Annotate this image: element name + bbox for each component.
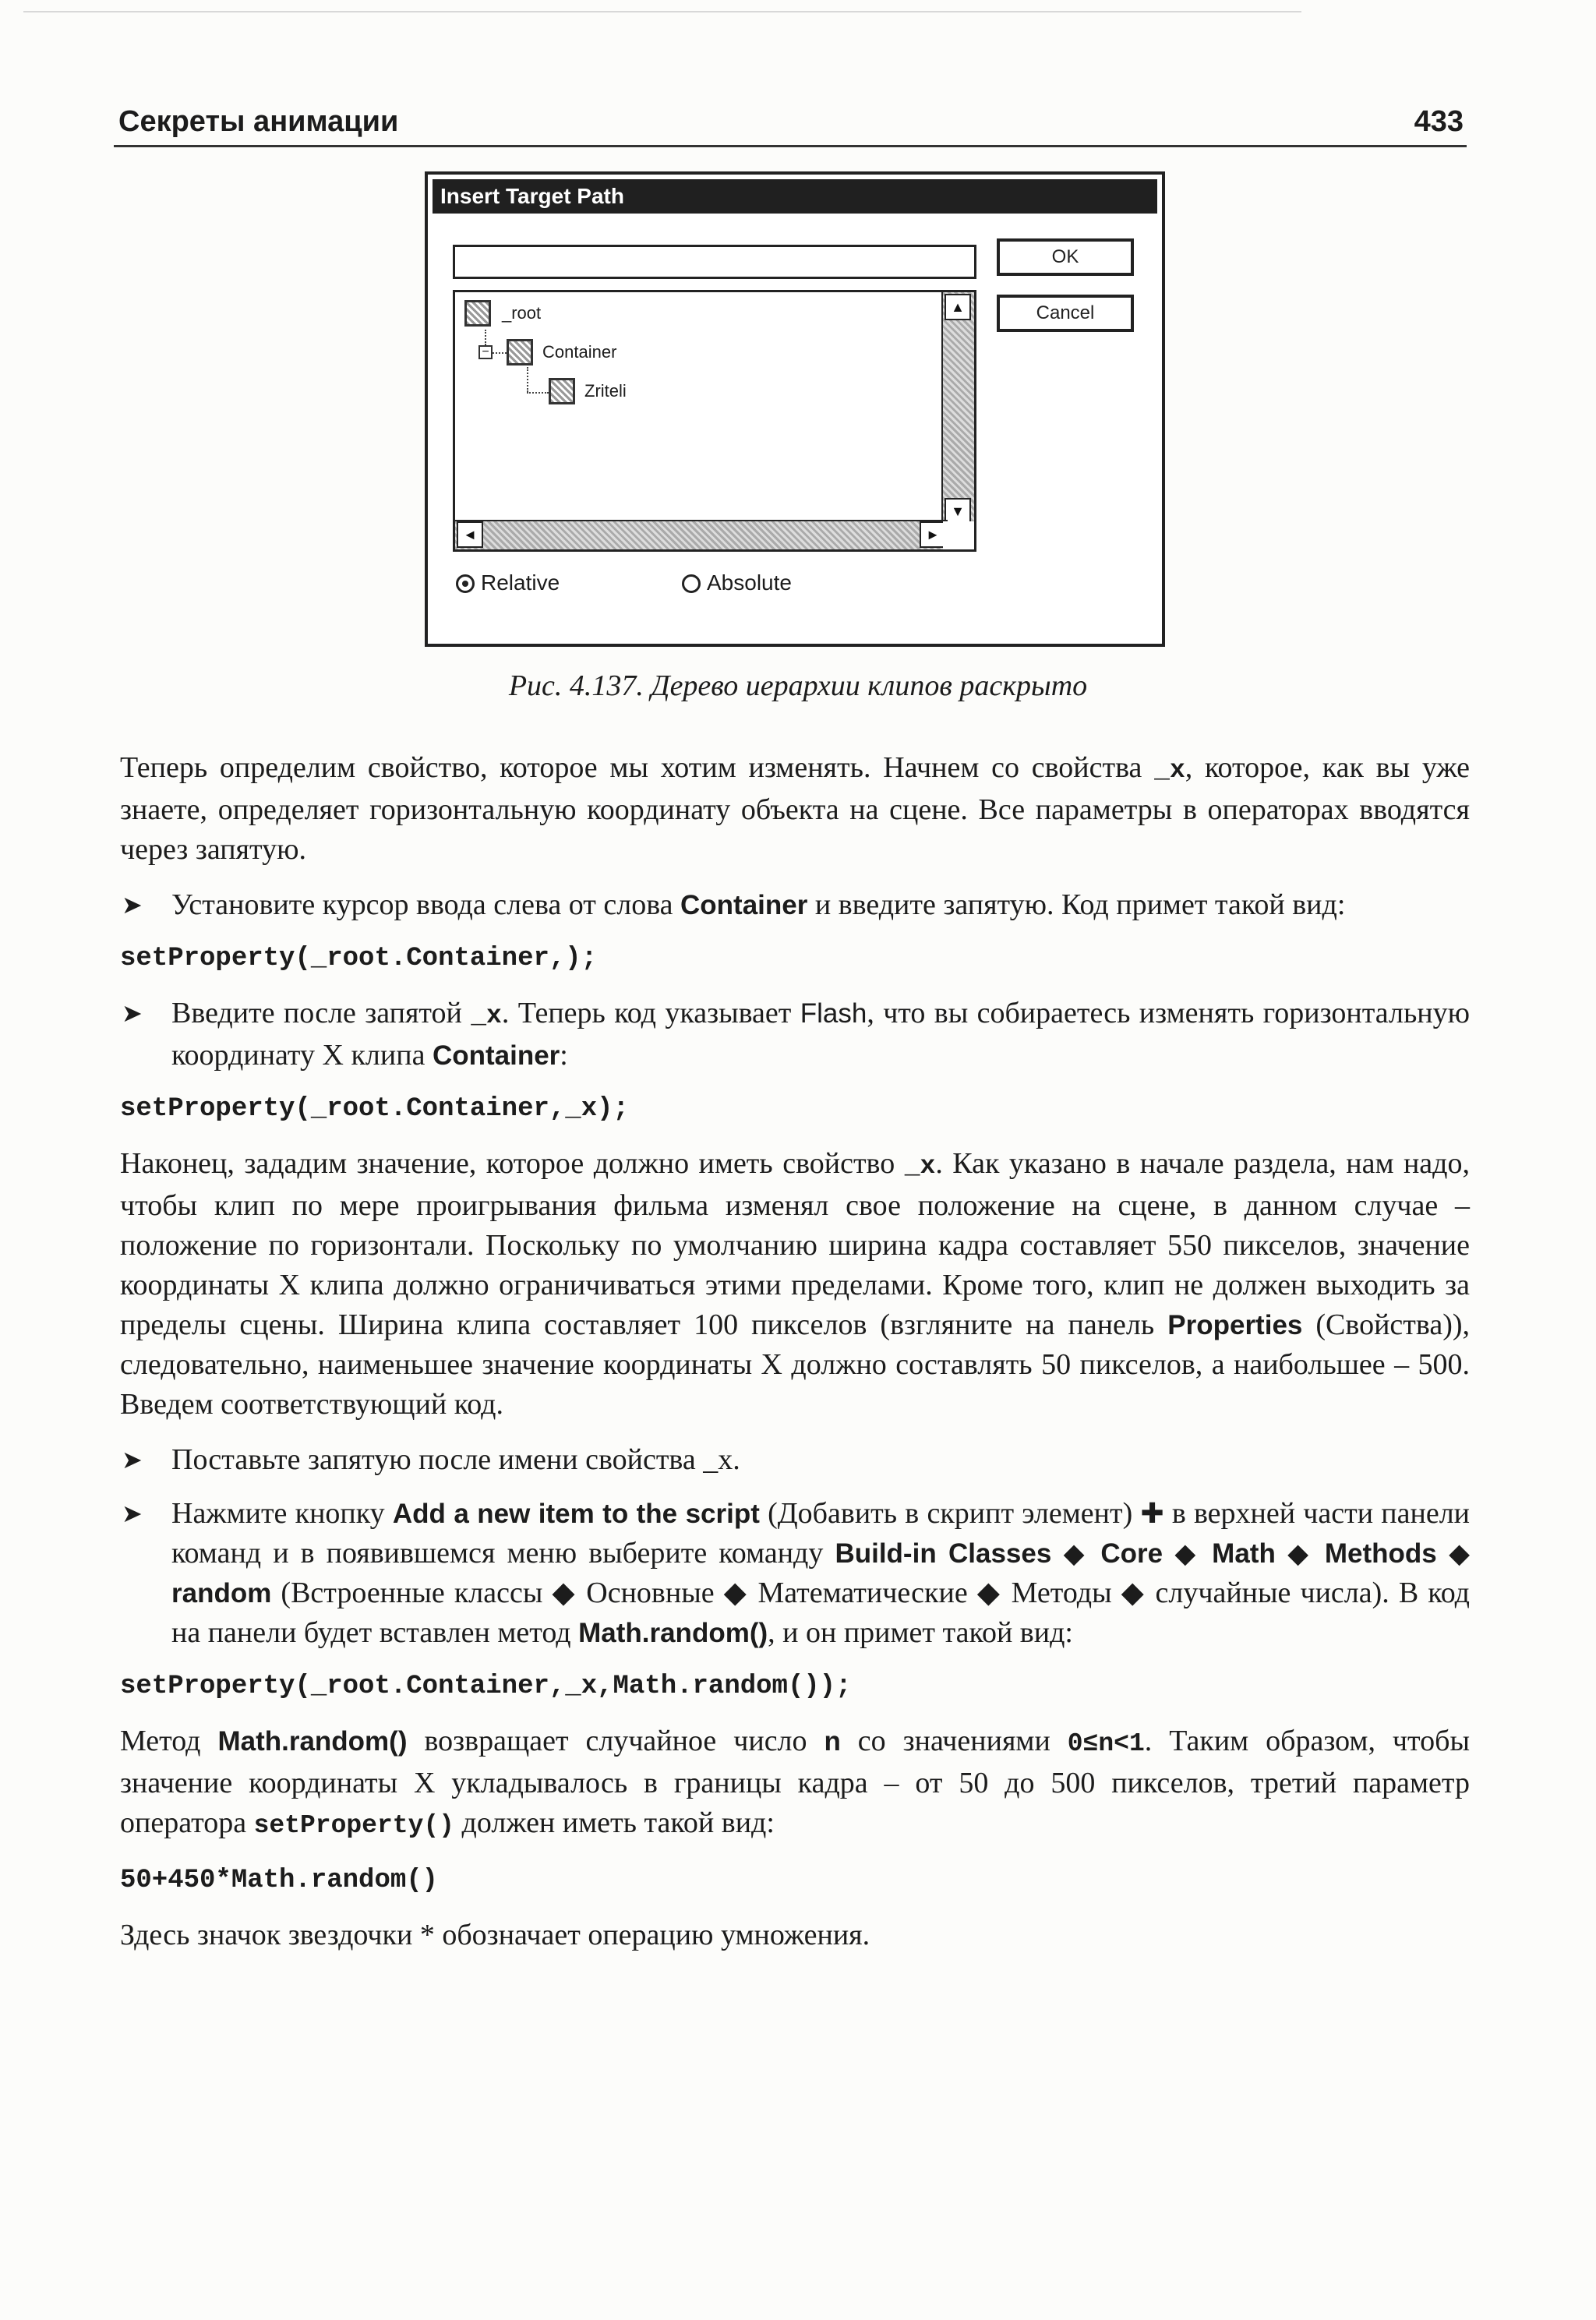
tree-connector bbox=[527, 392, 549, 394]
radio-relative[interactable] bbox=[456, 567, 560, 599]
list-item: ➤ Нажмите кнопку Add a new item to the script (Добавить в скрипт элемент) ✚ в верхней части панели команд и в появившемся меню выберите команду Build-in Classes ◆ Core ◆ Math ◆ Methods ◆ random (Встроенные классы ◆ Основные ◆ Математические ◆ Методы ◆ случайные числа). В код на панели будет вставлен метод Math.random(), и он примет такой вид: bbox=[120, 1494, 1470, 1653]
figure-caption: Рис. 4.137. Дерево иерархии клипов раскрыто bbox=[508, 669, 1088, 702]
code-line: setProperty(_root.Container,_x); bbox=[120, 1094, 629, 1124]
tree-item-root[interactable] bbox=[464, 300, 620, 331]
bullet-arrow-icon: ➤ bbox=[122, 999, 143, 1027]
radio-unselected-icon bbox=[682, 574, 701, 593]
page-body bbox=[120, 748, 1470, 1971]
paragraph: Здесь значок звездочки * обозначает операцию умножения. bbox=[120, 1919, 870, 1951]
code-line: setProperty(_root.Container,_x,Math.random()); bbox=[120, 1672, 852, 1701]
top-rule bbox=[23, 11, 1301, 12]
tree-item-label: Zriteli bbox=[584, 381, 627, 401]
movie-clip-icon bbox=[464, 300, 491, 327]
ok-button[interactable]: OK bbox=[997, 238, 1134, 276]
tree-connector bbox=[485, 330, 486, 345]
list-item: ➤ Установите курсор ввода слева от слова Container и введите запятую. Код примет такой вид: bbox=[120, 885, 1470, 925]
clip-tree-view[interactable] bbox=[453, 290, 976, 552]
radio-selected-icon bbox=[456, 574, 475, 593]
tree-item-label: _root bbox=[502, 303, 542, 323]
scroll-right-button[interactable]: ► bbox=[920, 521, 946, 548]
insert-target-path-dialog bbox=[425, 171, 1165, 647]
section-title: Секреты анимации bbox=[118, 105, 399, 138]
movie-clip-icon bbox=[549, 378, 575, 404]
running-header bbox=[114, 103, 1467, 147]
dialog-title-bar: Insert Target Path bbox=[433, 179, 1157, 214]
bullet-arrow-icon: ➤ bbox=[122, 891, 143, 919]
bullet-arrow-icon: ➤ bbox=[122, 1446, 143, 1474]
scroll-down-button[interactable]: ▼ bbox=[945, 498, 971, 524]
add-item-icon: ✚ bbox=[1140, 1498, 1164, 1530]
code-line: 50+450*Math.random() bbox=[120, 1866, 439, 1895]
paragraph: Метод Math.random() возвращает случайное число n со значениями 0≤n<1. Таким образом, чтобы значение координаты X укладывалось в границы кадра – от 50 до 500 пикселов, третий параметр оператора setProperty() должен иметь такой вид: bbox=[120, 1725, 1471, 1840]
tree-item-zriteli[interactable] bbox=[549, 378, 704, 409]
radio-absolute[interactable] bbox=[682, 567, 792, 599]
paragraph: Наконец, зададим значение, которое должно иметь свойство _x. Как указано в начале раздела, нам надо, чтобы клип по мере проигрывания фильма изменял свое положение на сцене, в данном случае – положение по горизонтали. Поскольку по умолчанию ширина кадра составляет 550 пикселов, значение координаты X клипа должно ограничиваться этими пределами. Кроме того, клип не должен выходить за пределы сцены. Ширина клипа составляет 100 пикселов (взгляните на панель Properties (Свойства)), следовательно, наименьшее значение координаты X должно составлять 50 пикселов, а наибольшее – 500. Введем соответствующий код. bbox=[120, 1147, 1471, 1421]
radio-relative-label: Relative bbox=[481, 570, 560, 595]
cancel-button[interactable]: Cancel bbox=[997, 295, 1134, 332]
list-item: ➤ Введите после запятой _x. Теперь код указывает Flash, что вы собираетесь изменять горизонтальную координату X клипа Container: bbox=[120, 994, 1470, 1075]
list-item: ➤ Поставьте запятую после имени свойства _x. bbox=[120, 1440, 1470, 1480]
tree-connector bbox=[493, 352, 507, 354]
collapse-toggle-icon[interactable]: − bbox=[478, 345, 493, 359]
scrollbar-corner bbox=[943, 521, 974, 549]
tree-item-label: Container bbox=[542, 342, 617, 362]
horizontal-scrollbar[interactable] bbox=[455, 520, 948, 549]
paragraph: Теперь определим свойство, которое мы хотим изменять. Начнем со свойства _x, которое, как вы уже знаете, определяет горизонтальную координату объекта на сцене. Все параметры в операторах вводятся через запятую. bbox=[120, 751, 1471, 866]
code-line: setProperty(_root.Container,); bbox=[120, 944, 598, 973]
scroll-left-button[interactable]: ◄ bbox=[457, 521, 483, 548]
page-number: 433 bbox=[1414, 105, 1464, 138]
scroll-up-button[interactable]: ▲ bbox=[945, 294, 971, 320]
bullet-arrow-icon: ➤ bbox=[122, 1499, 143, 1527]
movie-clip-icon bbox=[507, 339, 533, 365]
target-path-input[interactable] bbox=[453, 245, 976, 279]
radio-absolute-label: Absolute bbox=[707, 570, 792, 595]
tree-item-container[interactable] bbox=[507, 339, 662, 370]
vertical-scrollbar[interactable] bbox=[941, 292, 974, 526]
tree-connector bbox=[527, 367, 528, 392]
